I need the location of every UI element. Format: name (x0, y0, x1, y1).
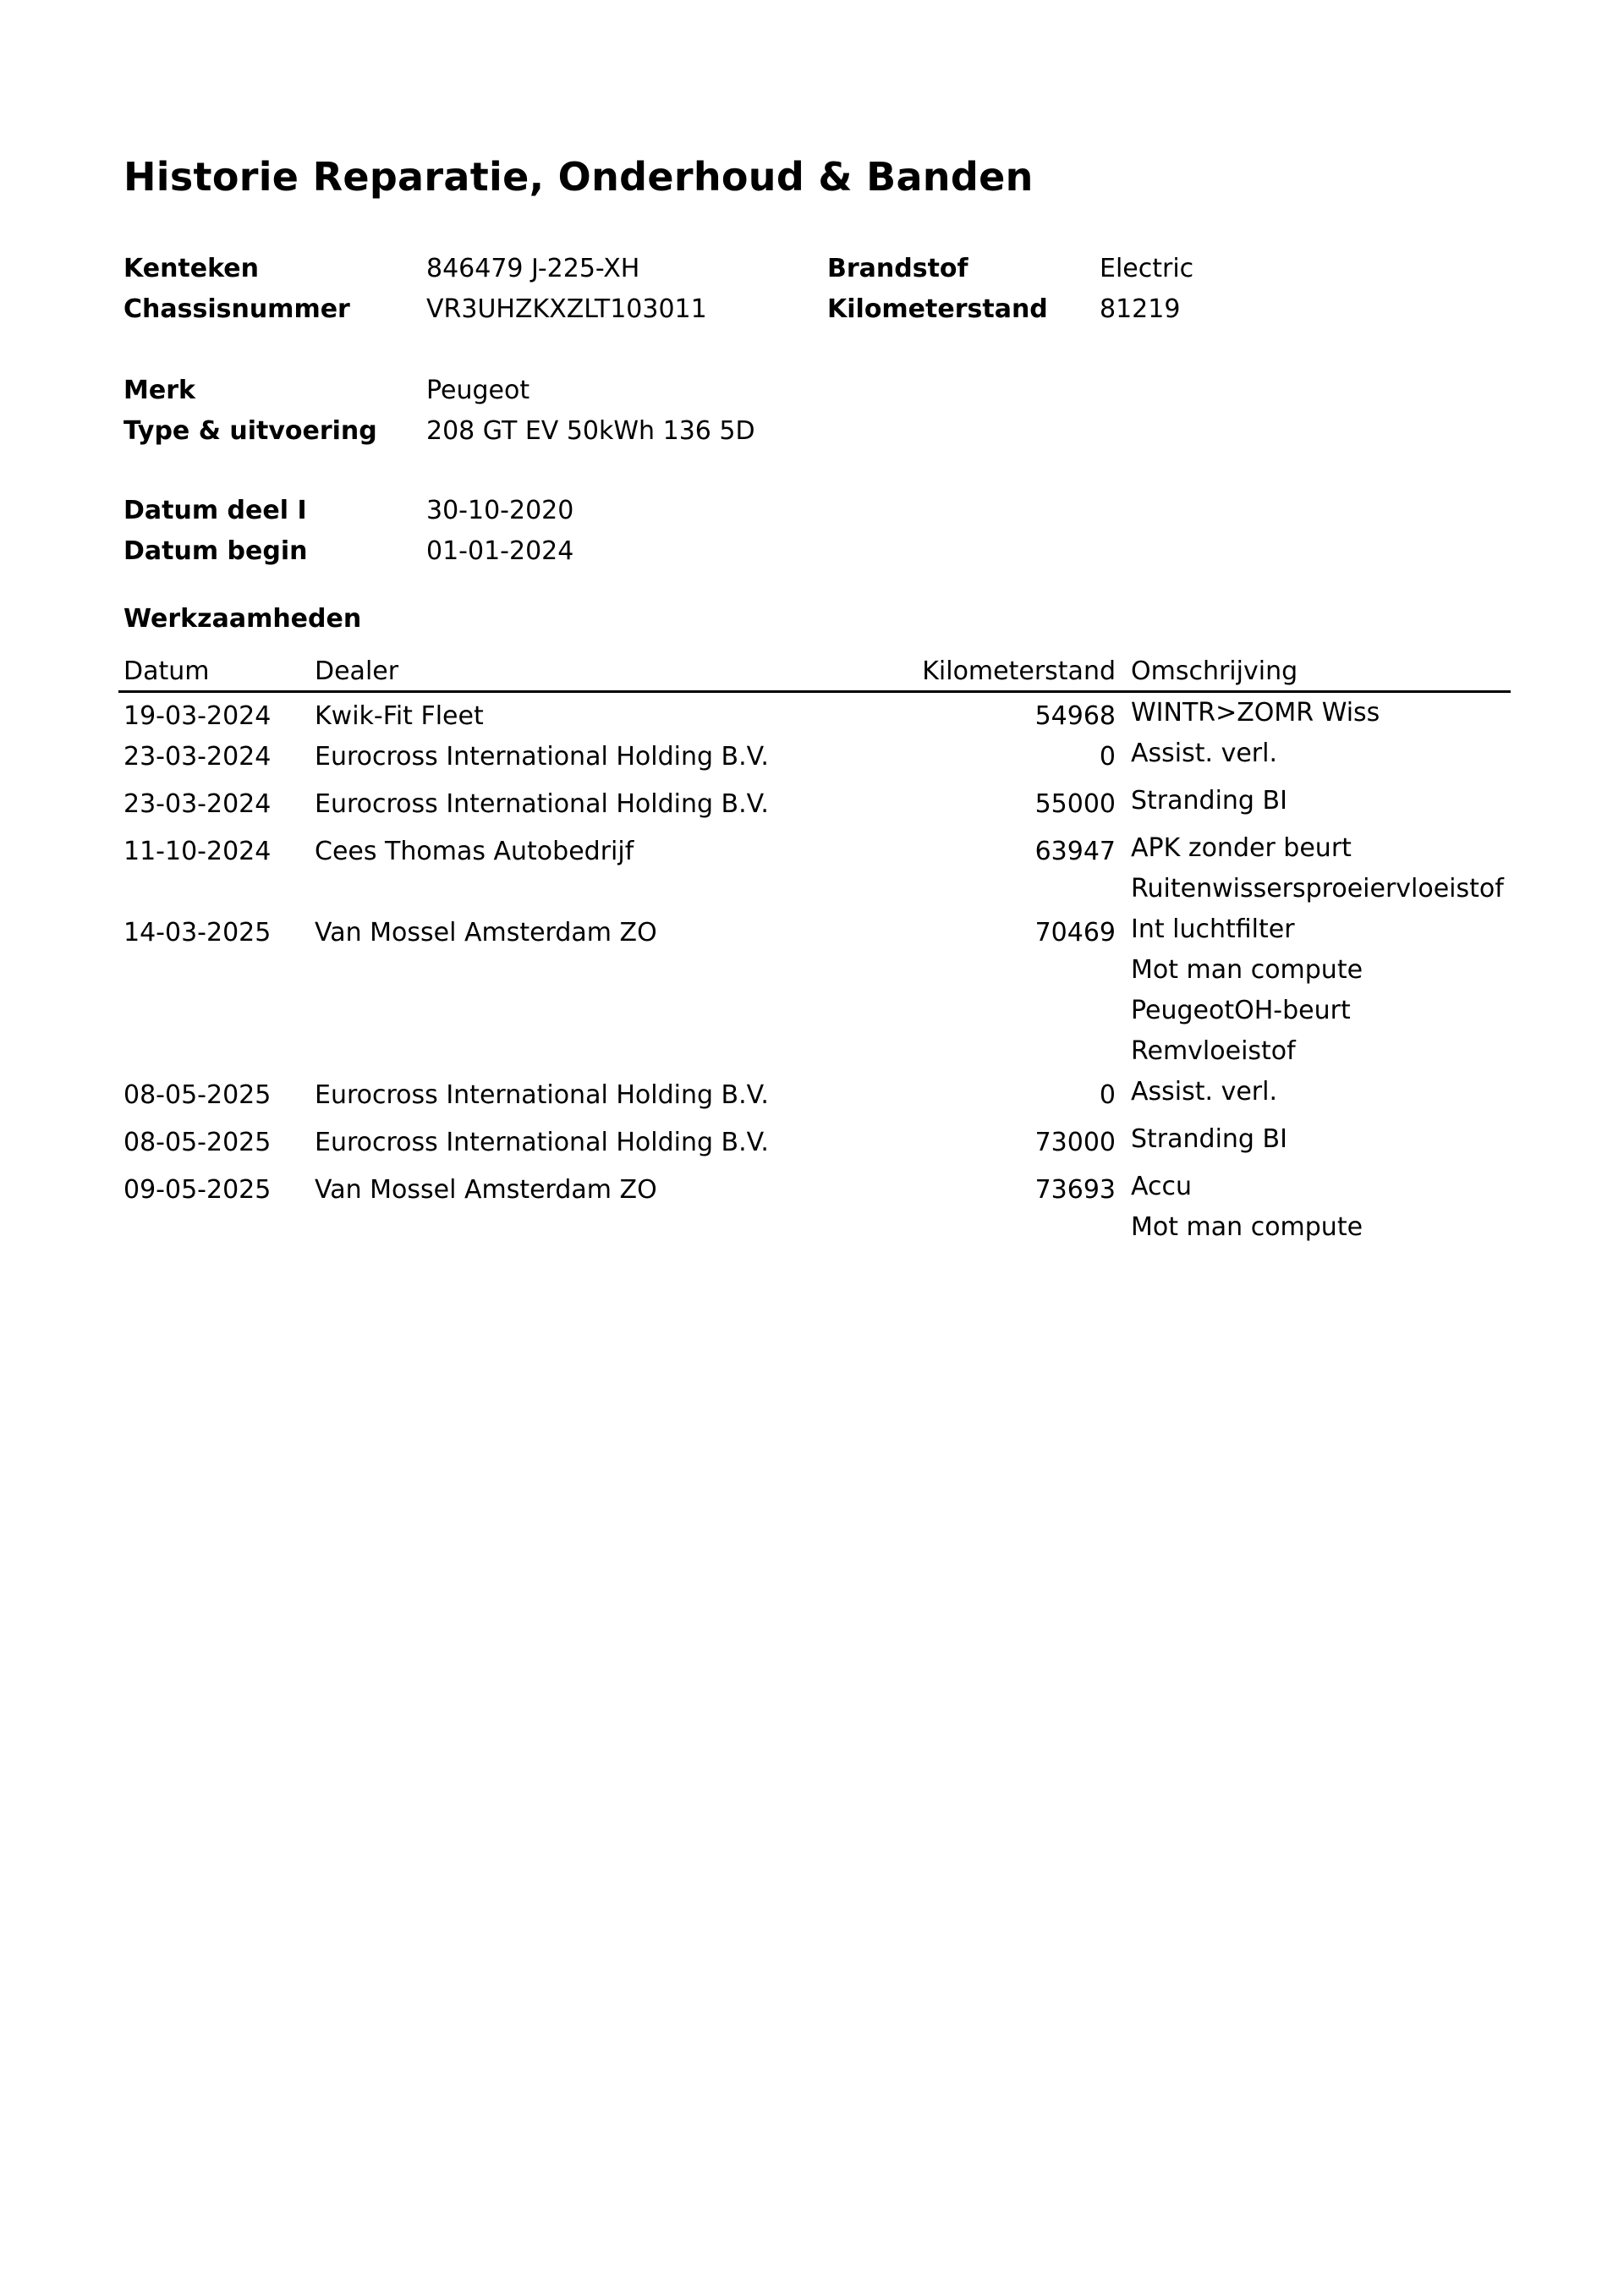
cell-datum: 14-03-2025 (123, 918, 272, 948)
cell-kilometerstand: 55000 (1034, 789, 1116, 819)
cell-dealer: Cees Thomas Autobedrijf (315, 837, 634, 866)
cell-datum: 08-05-2025 (123, 1080, 272, 1110)
cell-omschrijving (1126, 692, 1511, 734)
cell-dealer: Eurocross International Holding B.V. (315, 742, 769, 772)
cell-datum: 11-10-2024 (123, 837, 272, 866)
km-label: Kilometerstand (827, 294, 1048, 324)
omschrijving-line: Assist. verl. (1131, 1077, 1277, 1107)
cell-kilometerstand: 73693 (1034, 1175, 1116, 1205)
cell-dealer: Eurocross International Holding B.V. (315, 1080, 769, 1110)
cell-dealer: Van Mossel Amsterdam ZO (315, 918, 657, 948)
chassis-label: Chassisnummer (123, 294, 350, 324)
omschrijving-line: Mot man compute (1131, 1212, 1363, 1242)
header-datum: Datum (118, 653, 310, 692)
page-title: Historie Reparatie, Onderhoud & Banden (123, 154, 1034, 200)
vehicle-id-values (426, 249, 707, 330)
brandstof-value: Electric (1100, 254, 1194, 283)
km-value: 81219 (1100, 294, 1181, 324)
kenteken-value: 846479 J-225-XH (426, 254, 640, 283)
werkzaamheden-title: Werkzaamheden (123, 604, 362, 634)
vehicle-id-labels (123, 249, 350, 330)
header-kilometerstand: Kilometerstand (809, 653, 1126, 692)
cell-dealer: Van Mossel Amsterdam ZO (315, 1175, 657, 1205)
table-row (118, 733, 1511, 781)
cell-datum: 19-03-2024 (123, 701, 272, 731)
datum-begin-value: 01-01-2024 (426, 536, 574, 566)
cell-kilometerstand: 0 (1099, 742, 1116, 772)
omschrijving-line: Mot man compute (1131, 955, 1363, 985)
type-label: Type & uitvoering (123, 416, 377, 446)
vehicle-model-values (426, 371, 755, 452)
cell-kilometerstand: 0 (1099, 1080, 1116, 1110)
cell-omschrijving (1126, 733, 1511, 781)
header-dealer: Dealer (310, 653, 809, 692)
table-row (118, 1119, 1511, 1167)
cell-omschrijving (1126, 1072, 1511, 1119)
omschrijving-line: Ruitenwissersproeiervloeistof (1131, 874, 1504, 904)
cell-omschrijving (1126, 781, 1511, 828)
cell-dealer: Kwik-Fit Fleet (315, 701, 484, 731)
chassis-value: VR3UHZKXZLT103011 (426, 294, 707, 324)
omschrijving-line: Stranding BI (1131, 1124, 1287, 1154)
vehicle-date-labels (123, 491, 308, 572)
omschrijving-line: Accu (1131, 1172, 1192, 1201)
cell-datum: 23-03-2024 (123, 742, 272, 772)
vehicle-fuel-values (1100, 249, 1193, 330)
omschrijving-line: Stranding BI (1131, 786, 1287, 816)
cell-datum: 09-05-2025 (123, 1175, 272, 1205)
cell-dealer: Eurocross International Holding B.V. (315, 789, 769, 819)
datum-begin-label: Datum begin (123, 536, 308, 566)
cell-kilometerstand: 63947 (1034, 837, 1116, 866)
merk-label: Merk (123, 376, 195, 405)
omschrijving-line: WINTR>ZOMR Wiss (1131, 698, 1380, 728)
kenteken-label: Kenteken (123, 254, 259, 283)
datum-deel-value: 30-10-2020 (426, 496, 574, 525)
merk-value: Peugeot (426, 376, 530, 405)
table-row (118, 781, 1511, 828)
omschrijving-line: PeugeotOH-beurt (1131, 996, 1351, 1025)
omschrijving-line: APK zonder beurt (1131, 833, 1352, 863)
vehicle-fuel-labels (827, 249, 1048, 330)
table-header-row (118, 653, 1511, 692)
datum-deel-label: Datum deel I (123, 496, 307, 525)
table-body (118, 692, 1511, 1249)
cell-omschrijving (1126, 1167, 1511, 1248)
type-value: 208 GT EV 50kWh 136 5D (426, 416, 755, 446)
omschrijving-line: Remvloeistof (1131, 1036, 1296, 1066)
cell-datum: 08-05-2025 (123, 1128, 272, 1157)
table-row (118, 692, 1511, 734)
cell-omschrijving (1126, 909, 1511, 1072)
vehicle-date-values (426, 491, 573, 572)
vehicle-model-labels (123, 371, 377, 452)
header-omschrijving: Omschrijving (1126, 653, 1511, 692)
cell-omschrijving (1126, 828, 1511, 909)
omschrijving-line: Assist. verl. (1131, 739, 1277, 768)
cell-omschrijving (1126, 1119, 1511, 1167)
cell-kilometerstand: 73000 (1034, 1128, 1116, 1157)
table-row (118, 1072, 1511, 1119)
table-row (118, 909, 1511, 1072)
cell-kilometerstand: 54968 (1034, 701, 1116, 731)
werkzaamheden-table (118, 653, 1511, 1248)
cell-kilometerstand: 70469 (1034, 918, 1116, 948)
omschrijving-line: Int luchtfilter (1131, 915, 1295, 944)
table-row (118, 1167, 1511, 1248)
brandstof-label: Brandstof (827, 254, 968, 283)
table-row (118, 828, 1511, 909)
cell-datum: 23-03-2024 (123, 789, 272, 819)
cell-dealer: Eurocross International Holding B.V. (315, 1128, 769, 1157)
